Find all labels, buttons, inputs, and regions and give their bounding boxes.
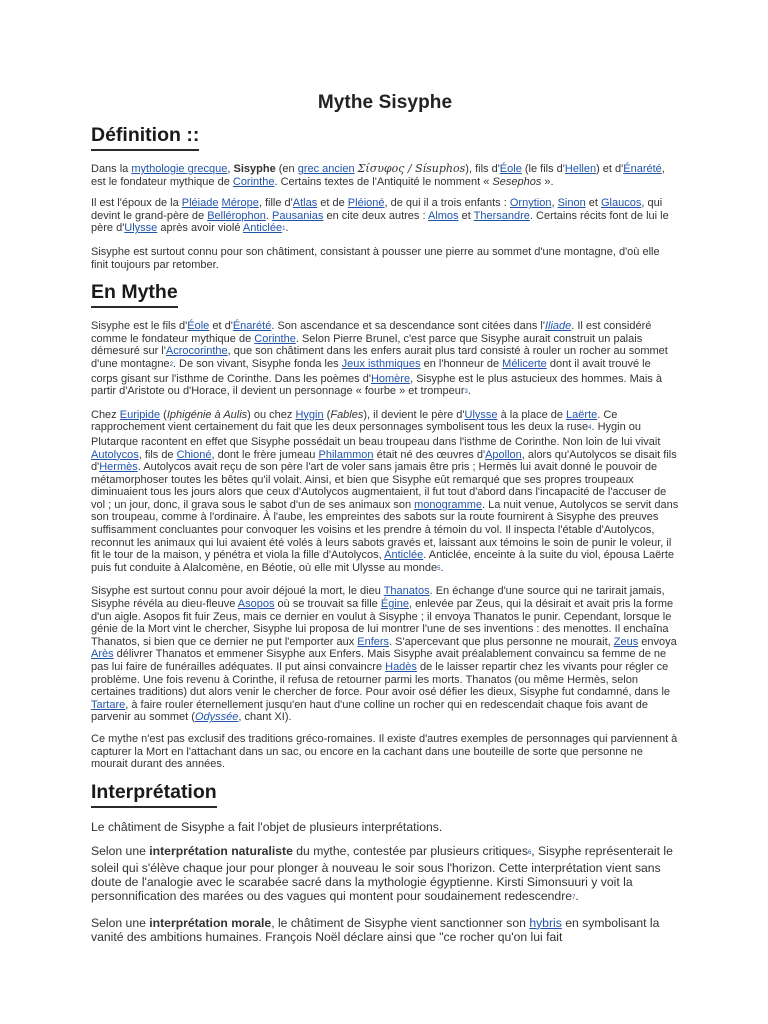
footnote-ref[interactable]: 5 [437,565,441,572]
text-run: Sisyphe est surtout connu pour son châtiment, consistant à pousser une pierre au sommet d'une montagne, d'où elle finit toujours par retomber. [91,245,660,271]
wiki-link[interactable]: monogramme [414,498,482,511]
sections-container [91,123,679,944]
wiki-link[interactable]: Ulysse [124,222,158,235]
text-run: . [265,209,273,222]
text-run: , que son châtiment dans les enfers aurait plus tard consisté à rouler un rocher au sommet d'une montagne [91,345,668,370]
paragraph [91,585,679,724]
text-run: à la place de [497,408,567,421]
italic-text: Iphigénie à Aulis [166,408,248,421]
text-run: , dont le frère jumeau [211,448,319,461]
wiki-link[interactable]: Zeus [613,635,639,648]
wiki-link[interactable]: Anticlée [384,549,424,562]
wiki-link[interactable]: Pléioné [347,197,385,210]
text-run: Ce mythe n'est pas exclusif des traditions gréco-romaines. Il existe d'autres exemples de personnages qui parviennent à capturer la Mort en l'attachant dans un sac, ou encore en la cachant dans une bouteille de sorte que personne ne mourait durant des années. [91,732,678,771]
wiki-link[interactable]: Égine [380,598,409,611]
text-run: envoya [638,635,677,648]
text-run: de le laisser repartir chez les vivants pour régler ce problème. Une fois revenu à Corinthe, il refusa de retourner parmi les morts. Thanatos (ou même Hermès, selon certaines traditions) dut alors venir le chercher de force. Pour avoir osé défier les dieux, Sisyphe fut condamné, dans le [91,661,671,699]
text-run: Dans la [91,163,132,175]
bold-text: interprétation naturaliste [149,843,293,858]
paragraph [91,163,679,188]
section-heading-wrap [91,280,679,315]
text-run: . [440,561,444,574]
text-run: , fils de [138,448,177,461]
text-run: ) et d' [596,163,624,175]
wiki-link[interactable]: Glaucos [601,197,642,210]
text-run: en cite deux autres : [323,209,428,222]
section-heading: Interprétation [91,780,217,808]
text-run: , est le fondateur mythique de [91,163,665,188]
wiki-link[interactable]: Acrocorinthe [165,345,228,358]
page-title: Mythe Sisyphe [317,92,453,113]
wiki-link[interactable]: Pausanias [272,209,324,222]
wiki-link[interactable]: grec ancien [297,163,355,175]
text-run: . Certains récits font de lui le père d' [91,209,669,235]
wiki-link[interactable]: Homère [370,372,411,385]
bold-text: interprétation morale [149,915,272,930]
text-run: où se trouvait sa fille [274,598,381,611]
text-run: (le fils d' [521,163,565,175]
italic-text: Sesephos [492,175,542,188]
footnote-ref[interactable]: 4 [588,425,592,432]
wiki-link[interactable]: Éole [187,320,210,333]
text-run: et d' [209,320,233,333]
wiki-link[interactable]: Jeux isthmiques [341,357,421,370]
wiki-link[interactable]: Autolycos [91,448,139,461]
text-run: , à faire rouler éternellement jusqu'en haut d'une colline un rocher qui en redescendait chaque fois avant de parvenir au sommet ( [91,698,649,724]
text-run: après avoir violé [157,222,243,235]
paragraph [91,733,679,771]
document-content [91,92,679,954]
text-run: en symbolisant la vanité des ambitions humaines. François Noël déclare ainsi que "ce rocher qu'on lui fait [91,915,660,944]
wiki-link[interactable]: Chioné [176,448,212,461]
text-run: délivrer Thanatos et emmener Sisyphe aux Enfers. Mais Sisyphe avait préalablement convaincu sa femme de ne pas lui faire de funérailles adéquates. Il put ainsi convaincre [91,648,667,673]
section-heading: En Mythe [91,280,178,308]
wiki-link[interactable]: Éole [499,163,522,175]
text-run: . Hygin ou Plutarque racontent en effet que Sisyphe possédait un beau troupeau dans l'isthme de Corinthe. Non loin de lui vivait [91,421,661,448]
text-run: Sisyphe est surtout connu pour avoir déjoué la mort, le dieu [91,585,384,598]
text-run: du mythe, contestée par plusieurs critiques [292,843,528,858]
text-run: . La nuit venue, Autolycos se servit dans son troupeau, comme à l'ordinaire. À l'aube, les empreintes des sabots sur la route fournirent à Sisyphe des preuves suffisamment concluantes pour convoquer les voisins et les prendre à témoin du vol. Il inspecta l'étable d'Autolycos, reconnut les animaux qui lui avaient été volés à leurs sabots gravés et, laissant aux témoins le soin de punir le voleur, il fit le tour de la maison, y pénétra et viola la fille d'Autolycos, [91,498,679,562]
footnote-ref[interactable]: 7 [572,894,576,901]
wiki-link[interactable]: Énarété [623,163,662,175]
footnote-ref[interactable]: 6 [527,849,532,856]
paragraph [91,820,679,834]
wiki-link[interactable]: Anticlée [242,222,283,235]
wiki-link[interactable]: Hygin [295,408,324,421]
wiki-link[interactable]: Apollon [485,448,522,461]
text-run: Le châtiment de Sisyphe a fait l'objet de plusieurs interprétations. [91,819,443,834]
text-run: . Anticlée, enceinte à la suite du viol, épousa Laërte puis fut conduite à Alalcomène, en Béotie, où elle mit Ulysse au monde [91,549,675,574]
wiki-link[interactable]: Corinthe [254,332,296,345]
text-run: . Il est considéré comme le fondateur mythique de [91,320,652,345]
wiki-link[interactable]: Hellen [564,163,597,175]
wiki-link[interactable]: Thersandre [473,209,530,222]
text-run: était né des œuvres d' [373,448,486,461]
text-run: ), fils d' [465,163,500,175]
text-run: . [467,385,471,398]
wiki-link[interactable]: Ornytion [509,197,552,210]
text-run: , [551,197,558,210]
text-run: Sisyphe est le fils d' [91,320,188,333]
text-run: , alors qu'Autolycos se disait fils d' [91,448,677,474]
wiki-link[interactable]: Mélicerte [502,357,547,370]
text-run: . S'apercevant que plus personne ne mourait, [389,635,614,648]
footnote-ref[interactable]: 3 [464,389,468,396]
text-run: (en [275,163,298,175]
wiki-link[interactable]: Philammon [318,448,374,461]
text-run: , qui devint le grand-père de [91,197,663,222]
text-run: ( [160,408,167,421]
wiki-link-italic[interactable]: Iliade [544,320,572,333]
wiki-link[interactable]: Atlas [292,197,318,210]
text-run: . [285,222,289,235]
text-run: Chez [91,408,120,421]
paragraph [91,844,679,906]
text-run: . De son vivant, Sisyphe fonda les [172,357,342,370]
paragraph [91,320,679,400]
wiki-link[interactable]: Ulysse [464,408,498,421]
section-heading-wrap [91,123,679,158]
paragraph [91,246,679,271]
text-run: et de [317,197,348,210]
text-run: , chant XI). [238,711,292,724]
italic-text: Fables [330,408,364,421]
wiki-link[interactable]: Thanatos [383,585,430,598]
text-run: Il est l'époux de la [91,197,182,210]
paragraph [91,409,679,577]
section-heading: Définition :: [91,123,199,151]
wiki-link[interactable]: Pléiade [181,197,219,210]
wiki-link[interactable]: Sinon [557,197,586,210]
text-run: . Ce rapprochement vient certainement du fait que les deux personnages symbolisent tous les deux la ruse [91,408,618,434]
wiki-link[interactable]: Corinthe [232,175,275,188]
wiki-link[interactable]: Laërte [566,408,598,421]
wiki-link[interactable]: hybris [529,915,562,930]
wiki-link[interactable]: Hermès [99,461,138,474]
wiki-link[interactable]: Énarété [232,320,272,333]
text-run: . Certains textes de l'Antiquité le nomment « [274,175,493,188]
text-run: et [585,197,601,210]
text-run: , Sisyphe est le plus astucieux des hommes. Mais à partir d'Aristote ou d'Horace, il devient un personnage « fourbe » et trompeur [91,372,662,398]
text-run: , [227,163,234,175]
wiki-link[interactable]: mythologie grecque [131,163,228,175]
wiki-link[interactable]: Almos [427,209,459,222]
text-run: . Autolycos avait reçu de son père l'art de voler sans jamais être pris ; Hermès lui avait donné le pouvoir de métamorphoser toutes les bêtes qu'il volait. Ainsi, et bien que Sisyphe eût remarqué que ses propres troupeaux diminuaient tous les jours alors que ceux d'Autolycos augmentaient, il fut tout d'abord dans l'incapacité de l'accuser de vol ; un jour, donc, il grava sous le sabot d'un de ses animaux son [91,461,667,511]
text-run: , Sisyphe représenterait le soleil qui s'élève chaque jour pour plonger à nouveau le soir sous l'horizon. Cette interprétation vient sans doute de l'analogie avec le scarabée sacré dans la mythologie égyptienne. Kirsti Simonsuuri y voit la personnification des marées ou des vagues qui montent pour soudainement redescendre [91,843,673,903]
text-run: , le châtiment de Sisyphe vient sanctionner son [271,915,530,930]
text-run: , enlevée par Zeus, qui la désirait et avait pris la forme d'un aigle. Asopos fit fuir Zeus, mais ce dernier en voulut à Sisyphe ; il envoya Thanatos le punir. Cependant, lorsque le génie de la Mort vint le chercher, Sisyphe lui proposa de lui montrer l'une de ses inventions : des menottes. Il enchaîna Thanatos, si bien que ce dernier ne put l'emporter aux [91,598,674,648]
text-run: . [575,888,579,903]
wiki-link[interactable]: Hadès [385,661,417,673]
text-run: Selon une [91,915,150,930]
wiki-link[interactable]: Euripide [119,408,161,421]
wiki-link[interactable]: Mérope [221,197,259,210]
text-run: . En échange d'une source qui ne tarirait jamais, Sisyphe révéla au dieu-fleuve [91,585,665,611]
greek-text: Σίσυφος / Sísuphos [357,162,466,175]
text-run: ». [541,175,554,188]
paragraph [91,197,679,237]
bold-text: Sisyphe [233,163,276,175]
text-run: . Selon Pierre Brunel, c'est parce que Sisyphe aurait construit un palais démesuré sur l' [91,332,643,358]
text-run: ) ou chez [247,408,296,421]
text-run: en l'honneur de [420,357,503,370]
text-run: . Son ascendance et sa descendance sont citées dans l' [271,320,545,333]
wiki-link[interactable]: Arès [91,648,114,661]
wiki-link[interactable]: Tartare [91,698,126,711]
text-run: Selon une [91,843,150,858]
text-run: dont il avait trouvé le corps gisant sur l'isthme de Corinthe. Dans les poèmes d' [91,357,651,385]
wiki-link[interactable]: Enfers [357,635,390,648]
text-run: ), il devient le père d' [363,408,465,421]
footnote-ref[interactable]: 2 [169,361,173,368]
wiki-link[interactable]: Bellérophon [207,209,266,222]
text-run: ( [323,408,331,421]
wiki-link[interactable]: Asopos [237,598,275,611]
paragraph [91,916,679,944]
text-run: , de qui il a trois enfants : [384,197,510,210]
footnote-ref[interactable]: 1 [282,226,286,233]
text-run: , fille d' [258,197,293,210]
section-heading-wrap [91,780,679,815]
wiki-link-italic[interactable]: Odyssée [194,711,239,724]
text-run: et [458,209,474,222]
